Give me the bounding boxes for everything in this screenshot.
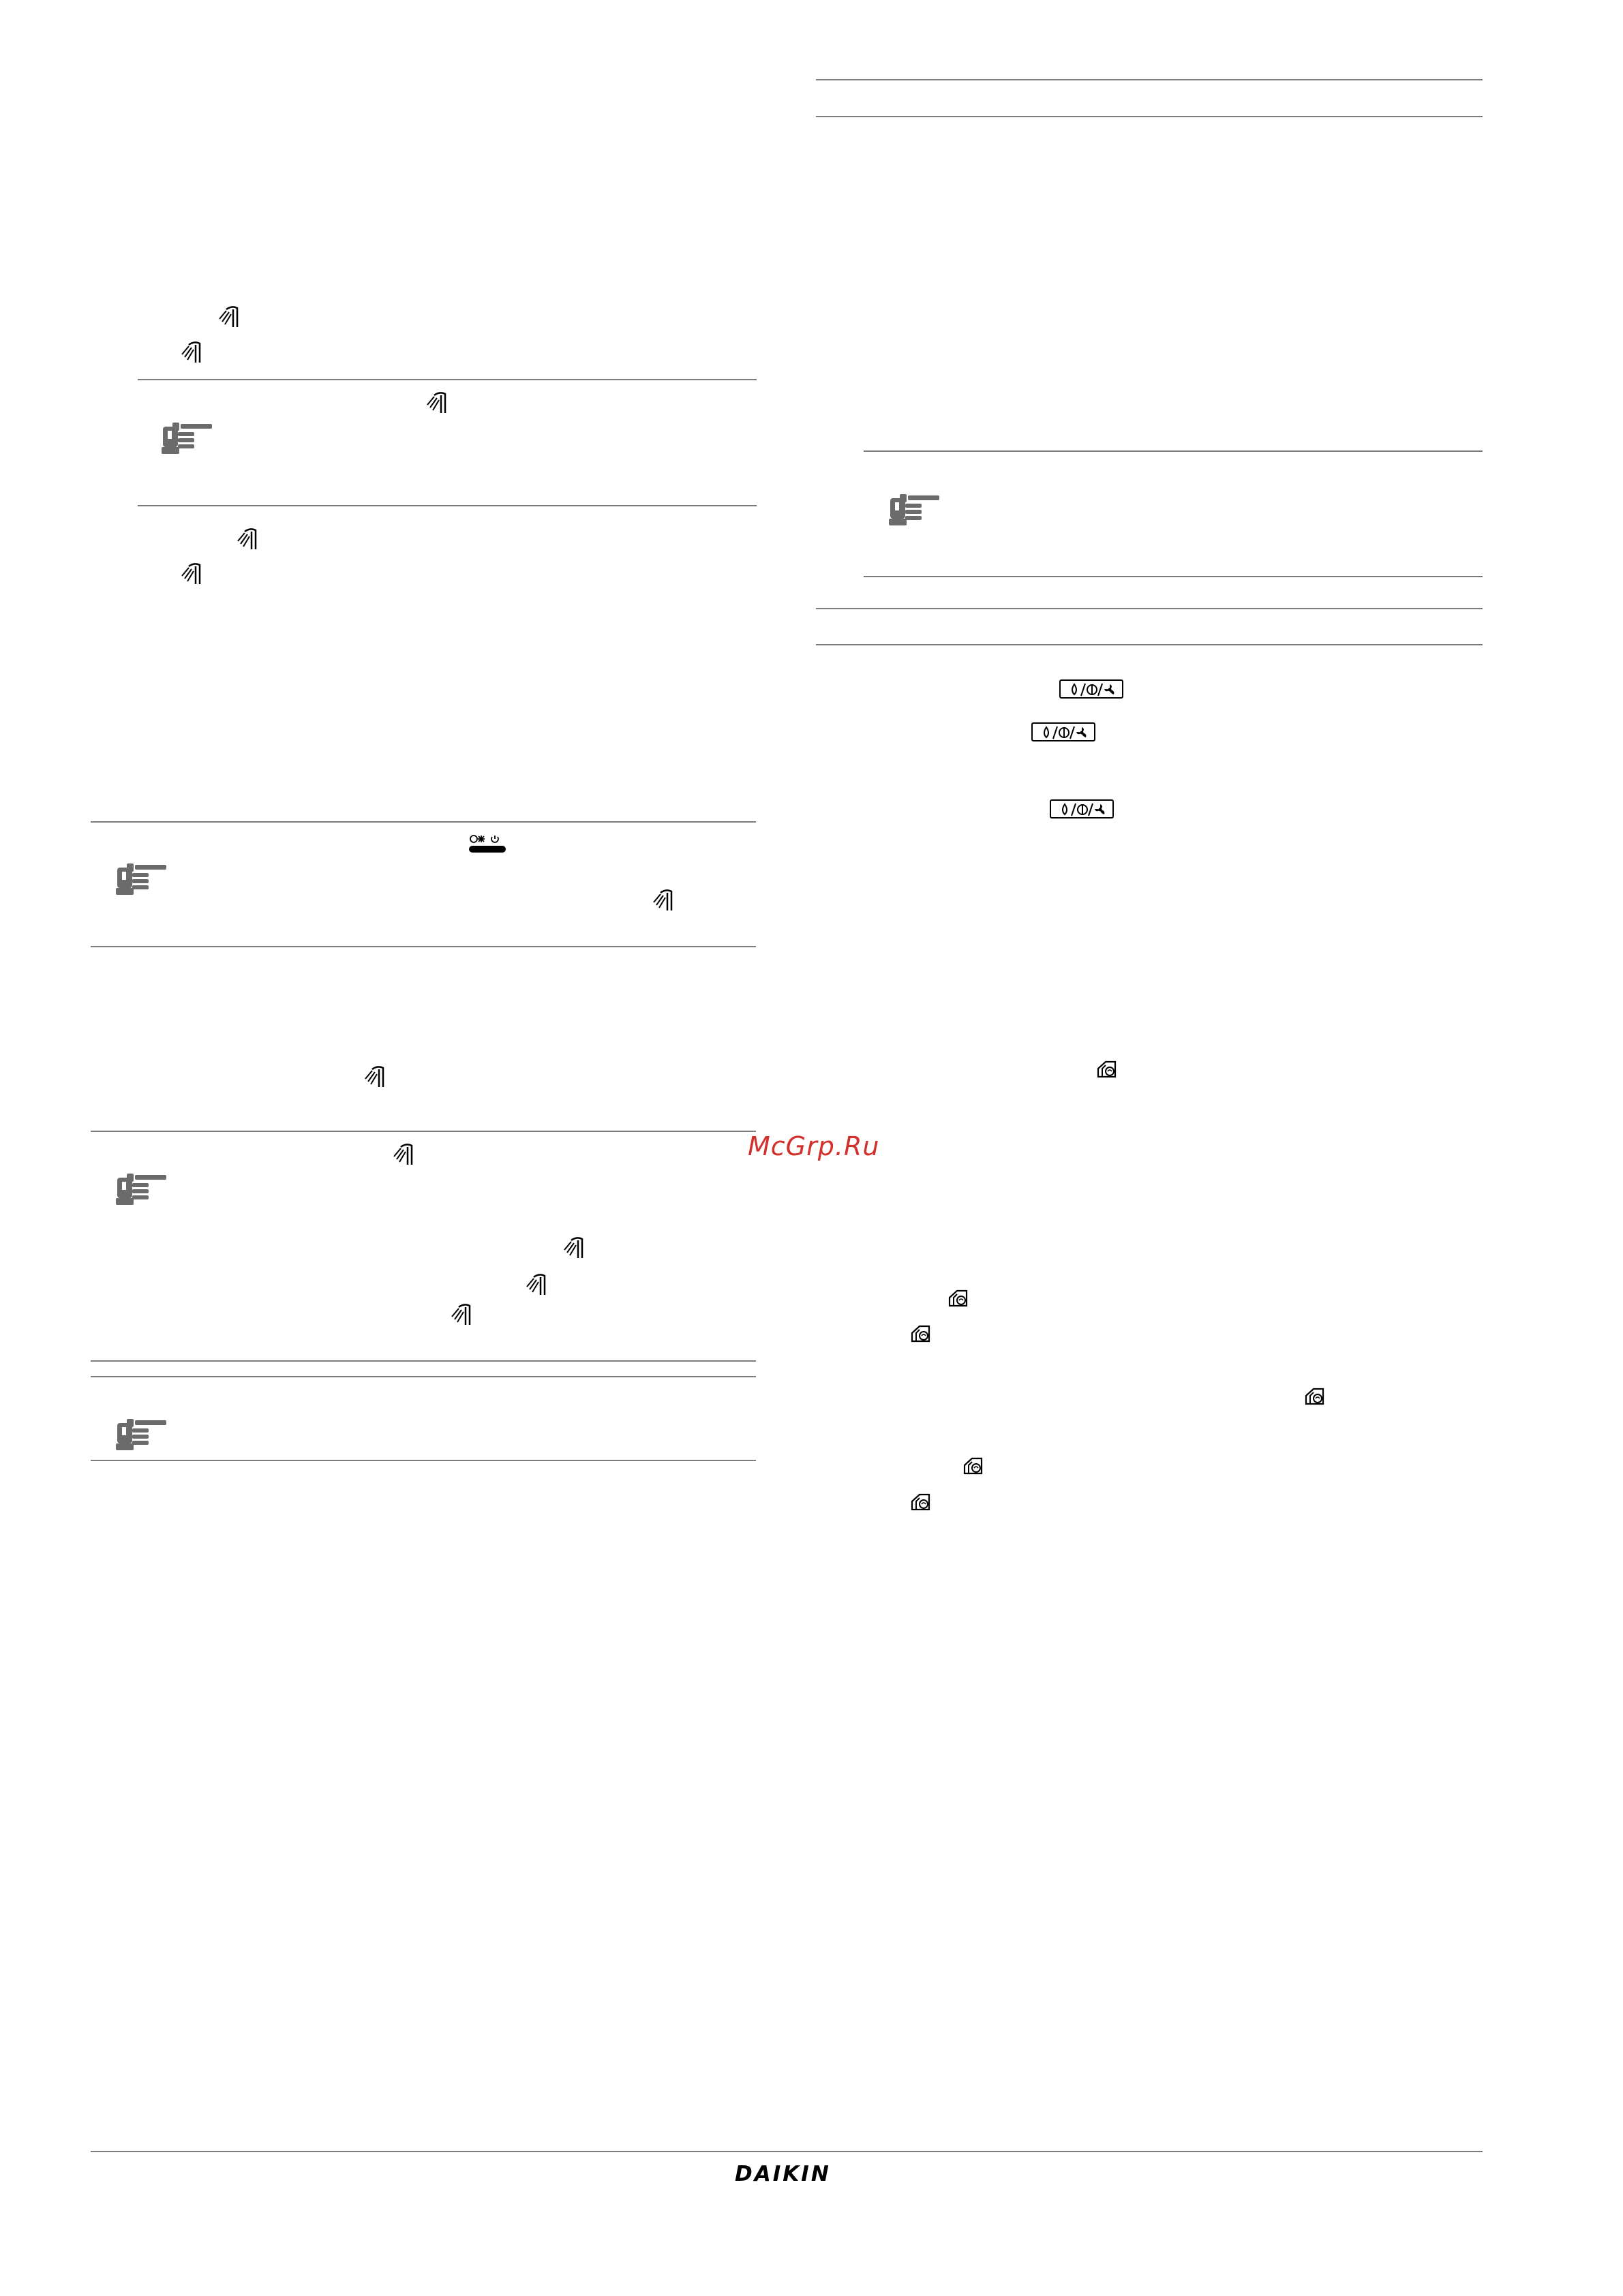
note-rule-top-5 (864, 450, 1483, 452)
onoff-cooling-heating-button-icon (468, 833, 507, 854)
press-hand-icon (651, 887, 674, 912)
note-pointing-hand-icon (886, 489, 941, 528)
note-pointing-hand-icon (113, 858, 168, 898)
cool-heat-fan-mode-icon (1050, 799, 1114, 818)
note-rule-bottom-3 (91, 1360, 756, 1362)
press-hand-icon (363, 1064, 386, 1088)
press-hand-icon (179, 339, 202, 364)
home-ventilation-icon (910, 1323, 932, 1344)
note-rule-bottom-1 (138, 505, 757, 506)
watermark: McGrp.Ru (748, 1131, 880, 1161)
section-rule-2 (816, 116, 1483, 117)
press-hand-icon (449, 1302, 472, 1326)
press-hand-icon (217, 304, 240, 328)
note-rule-bottom-4 (91, 1460, 756, 1461)
note-rule-top-2 (91, 821, 756, 823)
section-rule-1 (816, 79, 1483, 80)
note-rule-bottom-5 (864, 576, 1483, 577)
note-rule-bottom-2 (91, 946, 756, 947)
note-rule-top-3 (91, 1131, 756, 1132)
home-ventilation-icon (962, 1456, 984, 1476)
brand-logo: DAIKIN (735, 2162, 831, 2186)
press-hand-icon (562, 1235, 585, 1259)
press-hand-icon (179, 561, 202, 585)
note-pointing-hand-icon (113, 1413, 168, 1453)
press-hand-icon (425, 390, 448, 414)
press-hand-icon (391, 1142, 414, 1166)
note-rule-top-4 (91, 1376, 756, 1377)
note-pointing-hand-icon (113, 1168, 168, 1208)
cool-heat-fan-mode-icon (1031, 722, 1095, 741)
press-hand-icon (524, 1272, 547, 1296)
section-rule-3 (816, 608, 1483, 609)
cool-heat-fan-mode-icon (1059, 679, 1123, 699)
note-rule-top-1 (138, 379, 757, 380)
press-hand-icon (235, 526, 258, 551)
home-ventilation-icon (1096, 1059, 1118, 1080)
home-ventilation-icon (910, 1492, 932, 1512)
section-rule-4 (816, 644, 1483, 645)
home-ventilation-icon (1304, 1386, 1326, 1407)
footer-rule (91, 2151, 1483, 2152)
home-ventilation-icon (947, 1288, 969, 1308)
note-pointing-hand-icon (159, 417, 213, 457)
